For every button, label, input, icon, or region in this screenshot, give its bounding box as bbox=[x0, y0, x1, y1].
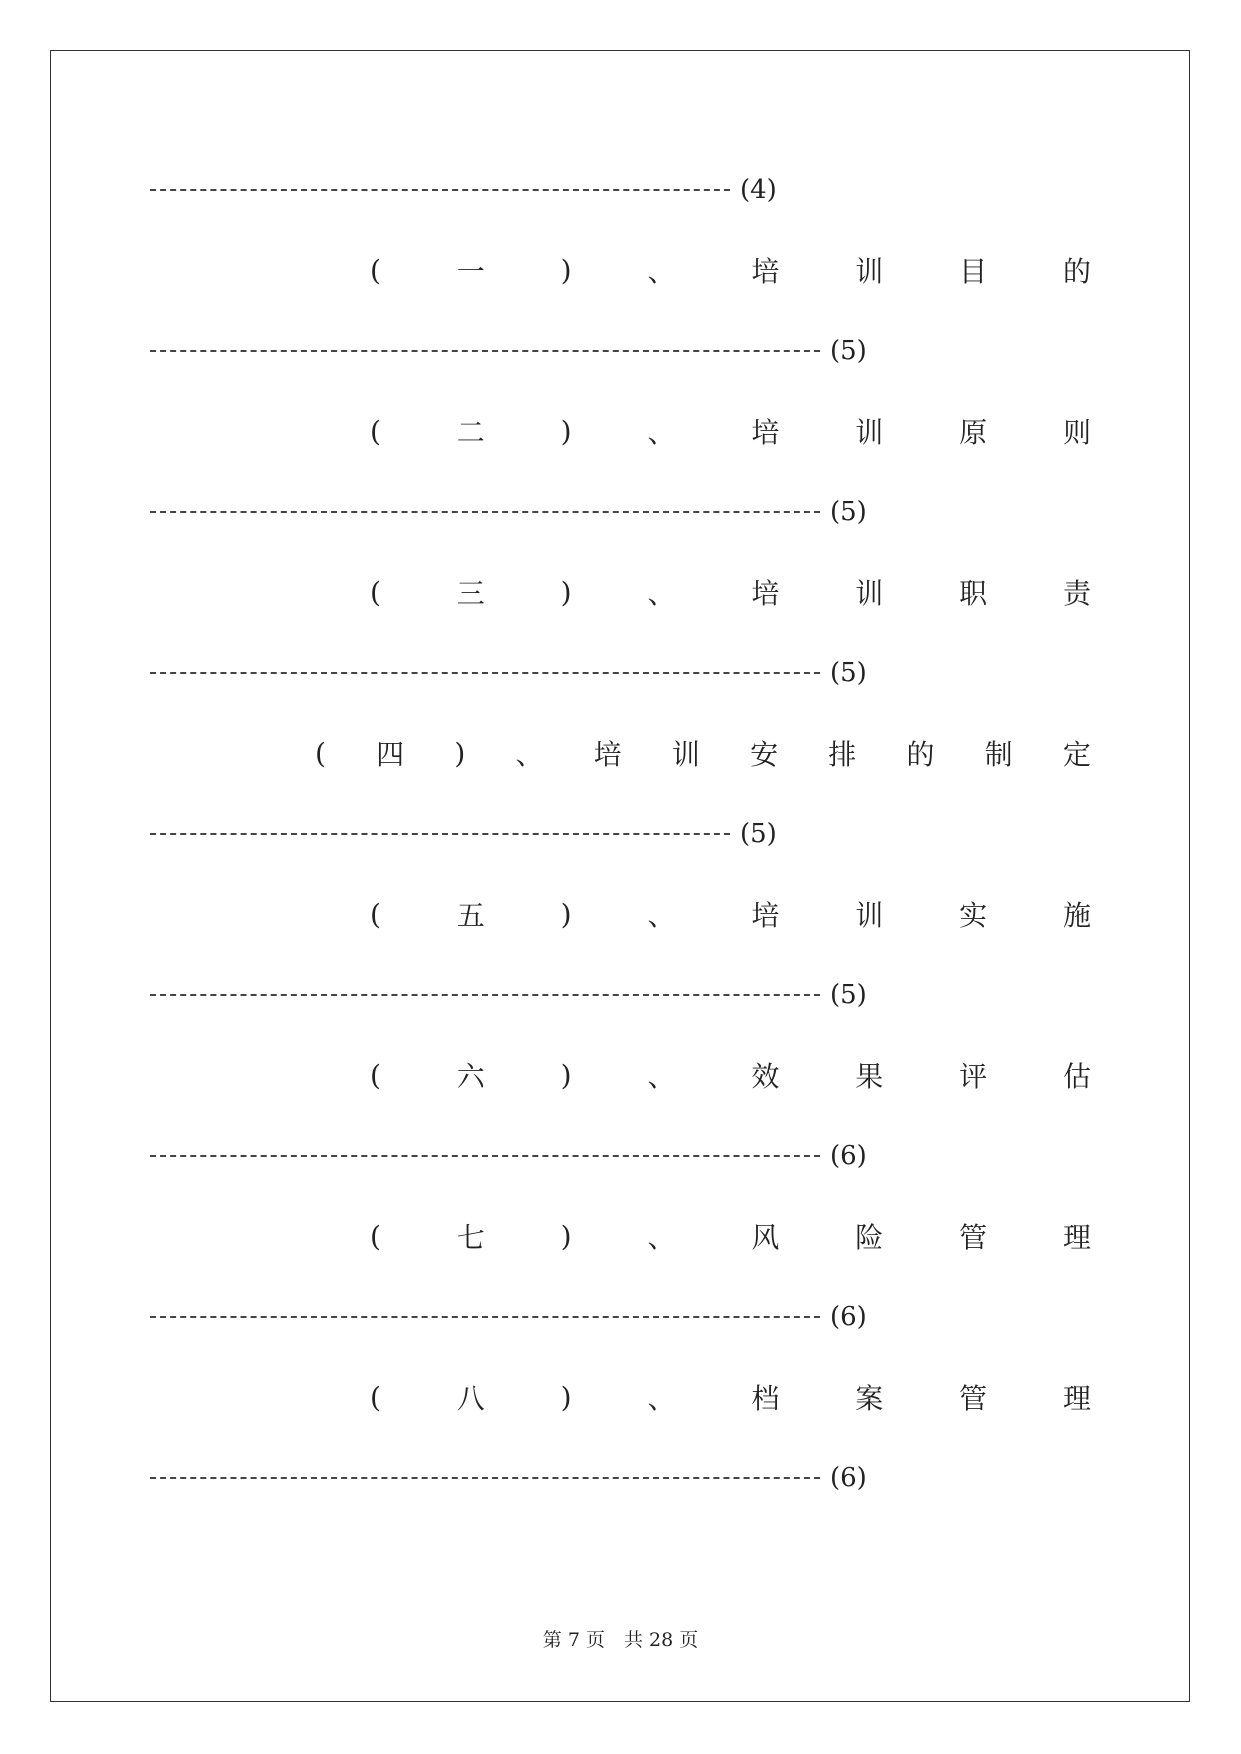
toc-page-number: (6) bbox=[830, 1141, 867, 1171]
toc-title-char: 风 bbox=[751, 1221, 780, 1254]
toc-page-number: (5) bbox=[830, 658, 867, 688]
toc-title-char: 八 bbox=[456, 1382, 485, 1415]
toc-title-char: ( bbox=[370, 414, 381, 448]
toc-title-char: 训 bbox=[855, 255, 884, 288]
toc-title-char: 七 bbox=[456, 1221, 485, 1254]
leader-dashes bbox=[150, 511, 820, 513]
toc-leader-row bbox=[150, 1136, 1091, 1176]
toc-title-char: 则 bbox=[1062, 416, 1091, 449]
toc-entry-title[interactable] bbox=[370, 1055, 1091, 1095]
toc-title-char: 理 bbox=[1062, 1221, 1091, 1254]
toc-title-char: 排 bbox=[828, 738, 857, 771]
toc-title-char: ) bbox=[454, 736, 466, 770]
toc-title-char: 一 bbox=[456, 255, 485, 288]
toc-title-char: 培 bbox=[593, 738, 622, 771]
toc-title-char: ( bbox=[370, 575, 381, 609]
toc-leader-row bbox=[150, 331, 1091, 371]
toc-page-number: (5) bbox=[740, 819, 777, 849]
toc-title-char: 四 bbox=[376, 738, 405, 771]
toc-title-char: 目 bbox=[959, 255, 988, 288]
toc-page-number: (4) bbox=[740, 175, 777, 205]
toc-title-char: ( bbox=[370, 897, 381, 931]
toc-title-char: 档 bbox=[751, 1382, 780, 1415]
toc-entry-title[interactable] bbox=[315, 733, 1091, 773]
toc-title-char: 定 bbox=[1062, 738, 1091, 771]
toc-title-char: 、 bbox=[647, 899, 676, 932]
toc-title-char: 评 bbox=[959, 1060, 988, 1093]
toc-title-char: 的 bbox=[906, 738, 935, 771]
toc-title-char: ) bbox=[560, 253, 572, 287]
page-border bbox=[50, 50, 1190, 1702]
toc-title-char: 二 bbox=[456, 416, 485, 449]
toc-title-char: 施 bbox=[1062, 899, 1091, 932]
toc-title-char: 险 bbox=[855, 1221, 884, 1254]
leader-dashes bbox=[150, 994, 820, 996]
toc-title-char: 训 bbox=[855, 416, 884, 449]
toc-page-number: (5) bbox=[830, 980, 867, 1010]
toc-title-char: ( bbox=[370, 1219, 381, 1253]
toc-title-char: ( bbox=[370, 1380, 381, 1414]
toc-title-char: 案 bbox=[855, 1382, 884, 1415]
toc-title-char: ( bbox=[315, 736, 326, 770]
leader-dashes bbox=[150, 1155, 820, 1157]
toc-title-char: 安 bbox=[750, 738, 779, 771]
page-footer: 第 7 页 共 28 页 bbox=[542, 1629, 699, 1651]
toc-title-char: 的 bbox=[1062, 255, 1091, 288]
toc-title-char: ) bbox=[560, 1058, 572, 1092]
toc-leader-row bbox=[150, 1458, 1091, 1498]
toc-page-number: (6) bbox=[830, 1463, 867, 1493]
toc-title-char: 管 bbox=[959, 1221, 988, 1254]
toc-title-char: 五 bbox=[456, 899, 485, 932]
toc-leader-row bbox=[150, 653, 1091, 693]
toc-entry-title[interactable] bbox=[370, 411, 1091, 451]
toc-title-char: 培 bbox=[751, 416, 780, 449]
toc-title-char: 培 bbox=[751, 577, 780, 610]
leader-dashes bbox=[150, 189, 730, 191]
toc-title-char: 、 bbox=[647, 1382, 676, 1415]
toc-title-char: 三 bbox=[456, 577, 485, 610]
toc-title-char: 、 bbox=[647, 255, 676, 288]
toc-title-char: ) bbox=[560, 1219, 572, 1253]
toc-title-char: 、 bbox=[647, 1221, 676, 1254]
toc-title-char: 培 bbox=[751, 255, 780, 288]
toc-entry-title[interactable] bbox=[370, 1216, 1091, 1256]
toc-title-char: 理 bbox=[1062, 1382, 1091, 1415]
toc-entry-title[interactable] bbox=[370, 1377, 1091, 1417]
toc-title-char: ) bbox=[560, 414, 572, 448]
leader-dashes bbox=[150, 350, 820, 352]
toc-title-char: 训 bbox=[855, 577, 884, 610]
toc-leader-row bbox=[150, 492, 1091, 532]
toc-title-char: 果 bbox=[855, 1060, 884, 1093]
toc-page-number: (6) bbox=[830, 1302, 867, 1332]
leader-dashes bbox=[150, 833, 730, 835]
toc-title-char: 制 bbox=[984, 738, 1013, 771]
toc-title-char: 、 bbox=[515, 738, 544, 771]
toc-title-char: 效 bbox=[751, 1060, 780, 1093]
toc-entry-title[interactable] bbox=[370, 572, 1091, 612]
toc-title-char: ) bbox=[560, 897, 572, 931]
toc-leader-row bbox=[150, 170, 1091, 210]
toc-title-char: 原 bbox=[959, 416, 988, 449]
toc-title-char: 六 bbox=[456, 1060, 485, 1093]
toc-page-number: (5) bbox=[830, 497, 867, 527]
toc-title-char: 职 bbox=[959, 577, 988, 610]
toc-entry-title[interactable] bbox=[370, 894, 1091, 934]
toc-title-char: 管 bbox=[959, 1382, 988, 1415]
toc-title-char: ( bbox=[370, 253, 381, 287]
toc-title-char: 培 bbox=[751, 899, 780, 932]
toc-title-char: ( bbox=[370, 1058, 381, 1092]
toc-leader-row bbox=[150, 1297, 1091, 1337]
toc-leader-row bbox=[150, 975, 1091, 1015]
leader-dashes bbox=[150, 1477, 820, 1479]
toc-title-char: 估 bbox=[1062, 1060, 1091, 1093]
toc-title-char: ) bbox=[560, 575, 572, 609]
toc-entry-title[interactable] bbox=[370, 250, 1091, 290]
toc-title-char: 、 bbox=[647, 577, 676, 610]
toc-title-char: 训 bbox=[671, 738, 700, 771]
toc-page-number: (5) bbox=[830, 336, 867, 366]
toc-leader-row bbox=[150, 814, 1091, 854]
toc-title-char: ) bbox=[560, 1380, 572, 1414]
leader-dashes bbox=[150, 672, 820, 674]
toc-title-char: 、 bbox=[647, 416, 676, 449]
toc-title-char: 训 bbox=[855, 899, 884, 932]
toc-title-char: 责 bbox=[1062, 577, 1091, 610]
toc-title-char: 、 bbox=[647, 1060, 676, 1093]
leader-dashes bbox=[150, 1316, 820, 1318]
toc-title-char: 实 bbox=[959, 899, 988, 932]
